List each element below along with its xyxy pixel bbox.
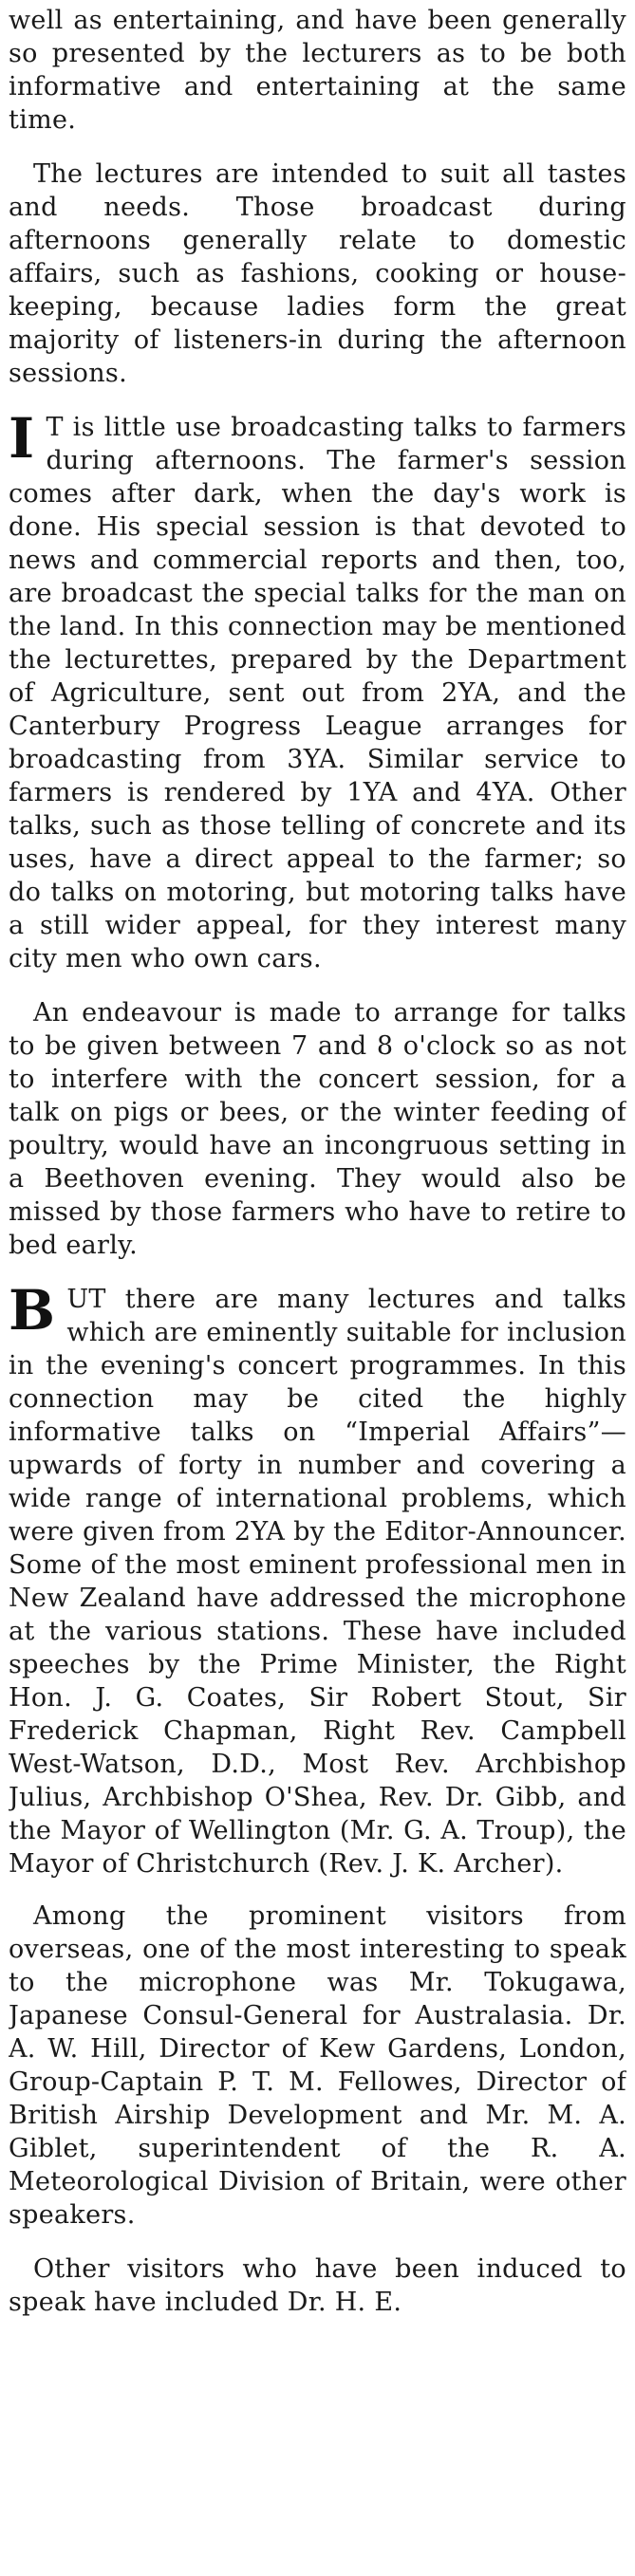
drop-cap-letter: B bbox=[9, 1278, 56, 1343]
paragraph-evening-lectures bbox=[9, 1278, 626, 1881]
paragraph-text: UT there are many lectures and talks which are eminently suitable for inclusion in the evening's concert programmes. In this connection may be cited the highly informative talks on “Imperial Affairs”—upwards of forty in number and covering a wide range of international problems, which were given from 2YA by the Editor-Announcer. Some of the most eminent professional men in New Zealand have addressed the microphone at the various stations. These have included speeches by the Prime Minister, the Right Hon. J. G. Coates, Sir Robert Stout, Sir Frederick Chapman, Right Rev. Campbell West-Watson, D.D., Most Rev. Archbishop Julius, Archbishop O'Shea, Rev. Dr. Gibb, and the Mayor of Wellington (Mr. G. A. Troup), the Mayor of Christchurch (Rev. J. K. Archer). bbox=[9, 1285, 626, 1879]
paragraph-other-visitors bbox=[9, 2252, 626, 2319]
paragraph-lectures-intent bbox=[9, 158, 626, 390]
paragraph-text: The lectures are intended to suit all tastes and needs. Those broadcast during afternoons generally relate to domestic affairs, such as fashions, cooking or house-keeping, because ladies form the great majority of listeners-in during the afternoon sessions. bbox=[9, 159, 626, 388]
paragraph-continuation bbox=[9, 4, 626, 137]
paragraph-text: well as entertaining, and have been generally so presented by the lecturers as to be both informative and entertaining at the same time. bbox=[9, 6, 626, 135]
paragraph-talk-scheduling bbox=[9, 996, 626, 1262]
paragraph-farmers-talks bbox=[9, 406, 626, 975]
paragraph-text: An endeavour is made to arrange for talks to be given between 7 and 8 o'clock so as not to interfere with the concert session, for a talk on pigs or bees, or the winter feeding of poultry, would have an incongruous setting in a Beethoven evening. They would also be missed by those farmers who have to retire to bed early. bbox=[9, 998, 626, 1260]
article-column bbox=[9, 0, 626, 2576]
paragraph-text: Other visitors who have been induced to speak have included Dr. H. E. bbox=[9, 2254, 626, 2317]
paragraph-text: Among the prominent visitors from overseas, one of the most interesting to speak to the microphone was Mr. Tokugawa, Japanese Consul-General for Australasia. Dr. A. W. Hill, Director of Kew Gardens, London, Group-Captain P. T. M. Fellowes, Director of British Airship Development and Mr. M. A. Giblet, superintendent of the R. A. Meteorological Division of Britain, were other speakers. bbox=[9, 1901, 626, 2230]
drop-cap-letter: I bbox=[9, 406, 35, 471]
paragraph-text: T is little use broadcasting talks to farmers during afternoons. The farmer's session comes after dark, when the day's work is done. His special session is that devoted to news and commercial reports and then, too, are broadcast the special talks for the man on the land. In this connection may be mentioned the lecturettes, prepared by the Department of Agriculture, sent out from 2YA, and the Canterbury Progress League arranges for broadcasting from 3YA. Similar service to farmers is rendered by 1YA and 4YA. Other talks, such as those telling of concrete and its uses, have a direct appeal to the farmer; so do talks on motoring, but motoring talks have a still wider appeal, for they interest many city men who own cars. bbox=[9, 413, 626, 973]
paragraph-overseas-visitors bbox=[9, 1900, 626, 2232]
